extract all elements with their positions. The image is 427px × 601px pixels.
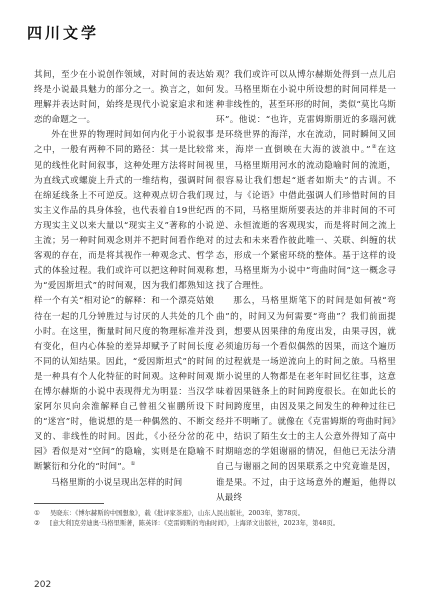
- footnote-ref: ①: [130, 461, 136, 468]
- footnote-marker: ②: [34, 520, 40, 527]
- magazine-logo: 四川文学: [27, 24, 100, 42]
- paragraph: 其间，至少在小说创作领域，对时间的表达始终是小说最具魅力的部分之一。换言之，如何理解并表达时间，始终是现代小说家追求和迷恋的命题之一。: [34, 70, 214, 126]
- right-column: [216, 68, 396, 506]
- footnote: [34, 519, 394, 529]
- page-number: 202: [34, 580, 52, 590]
- footnote-text: 吴晓东：《博尔赫斯的中国想象》，载《批评家茶座》，山东人民出版社，2003年，第78页。: [50, 510, 304, 517]
- paragraph: 那么，马格里斯笔下的时间是如何被“弯曲”的，时间又为何需要“弯曲”？我们前面提到，想要从因果律的角度出发，由果寻因，就必须逾历每一个看似偶然的因果，而这个遍历的过程就是一场逆流向上的时间之旅。马格里斯小说里的人物都是在老年时回忆往事，这意味着因果链条上的时间跨度很长。在如此长的时间跨度里，由因及果之间发生的种种过往已经并不明晰了。就像在《克雷姆斯的弯曲时间》中，结识了陌生女士的主人公意外得知了高中时期暗恋的学姐谢丽的情况，但他已无法分清自己与谢丽之间的因果联系之中究竟谁是因，谁是果。不过，由于这场意外的邂逅，他得以从最终: [216, 296, 396, 503]
- footnote-divider: [34, 503, 104, 504]
- footnote-ref: ②: [370, 144, 378, 151]
- paragraph: 观？我们或许可以从博尔赫斯处得到一点儿启发。马格里斯在小说中所设想的时间同样是一种非线性的，甚至环形的时间，类似“莫比乌斯环”。他说：“也许，克雷姆斯朋近的多瑙河就是环绕世界的海洋，水在流动，同时瞬间又回来，海岸一直倒映在大海的波浪中。”②在这里，马格里斯用河水的流动隐喻时间的流逝，很容易让我们想起“逝者如斯夫”的古训。不过，与《论语》中借此强调人们珍惜时间的目的不同，马格里斯所要表达的并非时间的不可逆、永恒流逝的客观现实，而是将时间之流上的过去和未来看作彼此唯一、关联、纠缠的状态，形成一个紧密环绕的整体。基于这样的设想，马格里斯为小说中“弯曲时间”这一概念寻找了合理性。: [216, 70, 396, 292]
- paragraph: 外在世界的物理时间如何内化于小说叙事之中，一般有两种不同的路径：其一是比较常见的线性化时间叙事，这种处理方法将时间视为直线式或螺旋上升式的一维结构，强调时间在绵延线条上不可逆反。这种观点切合我们现实主义作品的具身体验，也代表着自19世纪西方现实主义以来大量以“现实主义”著称的小说主流；另一种时间观念则并不把时间看作绝对客观的存在，而是将其视作一种观念式、哲学式的体验过程。我们或许可以把这种时间观称为“爱因斯坦式”的时间观，因为我们都熟知这样一个有关“相对论”的解释：和一个漂亮姑娘待在一起的几分钟胜过与讨厌的人共处的几个小时。在这里，衡量时间尺度的物理标准并没有变化，但内心体验的差异却赋予了时间长度不同的认知结果。因此，“爱因斯坦式”的时间是一种具有个人化特征的时间观。这种时间观在博尔赫斯的小说中表现得尤为明显：当汉学家阿尔贝向余淮解释自己曾祖父崔鹏所设下的“迷宫”时，他说想的是一种偶然的、不断交叉的、非线性的时间。因此，《小径分岔的花园》看似是对“空间”的隐喻，实则是在隐喻不断繁衍和分化的“时间”。①: [34, 130, 214, 473]
- footnote-marker: ①: [34, 510, 40, 517]
- footnote: [34, 509, 394, 519]
- footnotes: [34, 509, 394, 529]
- left-column: [34, 68, 214, 491]
- paragraph: 马格里斯的小说呈现出怎样的时间: [51, 477, 183, 488]
- footnote-text: [意大利]克劳迪奥·马格里斯著，陈英译：《克雷姆斯的弯曲时间》，上海译文出版社，2023年，第48页。: [50, 520, 340, 527]
